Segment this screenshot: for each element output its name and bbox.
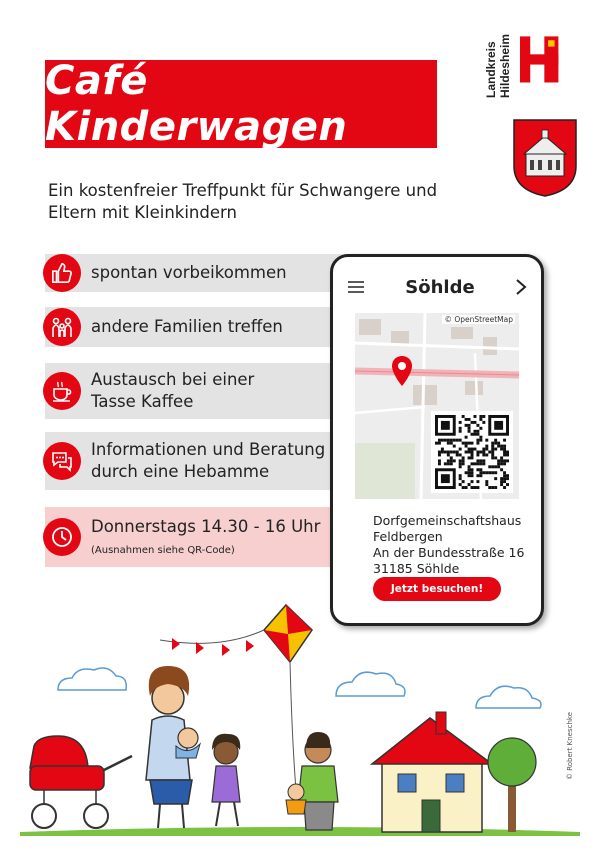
qr-code-pattern — [435, 415, 509, 489]
feature-text: Austausch bei einer Tasse Kaffee — [91, 370, 255, 411]
qr-code[interactable] — [431, 411, 513, 493]
logo-line-2: Hildesheim — [498, 33, 512, 98]
photo-credit: © Robert Kneschke — [566, 711, 574, 780]
logo-line-1: Landkreis — [484, 41, 498, 98]
feature-spontaneous — [45, 254, 363, 292]
address-block — [373, 513, 524, 577]
phone-header — [333, 267, 541, 307]
tree-icon — [488, 738, 536, 832]
visit-button[interactable]: Jetzt besuchen! — [373, 577, 501, 601]
location-title: Söhlde — [405, 276, 475, 298]
feature-meet-families — [45, 307, 363, 347]
coat-of-arms-icon — [512, 118, 578, 198]
stroller-icon — [30, 736, 132, 828]
family-illustration — [0, 600, 600, 850]
subtitle: Ein kostenfreier Treffpunkt für Schwangere und Eltern mit Kleinkindern — [48, 181, 438, 222]
chat-bubbles-icon — [43, 442, 81, 480]
address-line: 31185 Söhlde — [373, 561, 460, 576]
father-figure — [286, 732, 338, 830]
family-icon — [43, 308, 81, 346]
landkreis-logo-text — [482, 22, 518, 98]
address-line: Feldbergen — [373, 529, 443, 544]
feature-schedule — [45, 507, 363, 567]
page-title: Café Kinderwagen — [45, 58, 348, 150]
map-view[interactable] — [355, 313, 519, 499]
coffee-cup-icon — [43, 372, 81, 410]
menu-icon[interactable] — [347, 280, 365, 294]
feature-text: andere Familien treffen — [91, 317, 283, 336]
schedule-note: (Ausnahmen siehe QR-Code) — [91, 545, 235, 556]
address-line: Dorfgemeinschaftshaus — [373, 513, 522, 528]
clock-icon — [43, 518, 81, 556]
location-pin-icon — [391, 355, 413, 387]
feature-text: Informationen und Beratung durch eine Hebamme — [91, 440, 326, 481]
feature-text: spontan vorbeikommen — [91, 263, 287, 282]
cloud-icon — [58, 668, 541, 708]
mother-figure — [146, 666, 200, 828]
map-attribution: © OpenStreetMap — [444, 315, 513, 324]
phone-mockup — [330, 254, 544, 626]
title-banner — [45, 60, 437, 148]
address-line: An der Bundesstraße 16 — [373, 545, 525, 560]
feature-midwife — [45, 432, 363, 490]
thumbs-up-icon — [43, 254, 81, 292]
feature-coffee — [45, 363, 363, 419]
girl-figure — [212, 734, 240, 826]
house-icon — [372, 712, 492, 832]
schedule-time: Donnerstags 14.30 - 16 Uhr — [91, 517, 321, 536]
landkreis-logo-icon — [520, 22, 584, 102]
schedule-text — [91, 516, 320, 558]
chevron-right-icon[interactable] — [515, 278, 527, 296]
